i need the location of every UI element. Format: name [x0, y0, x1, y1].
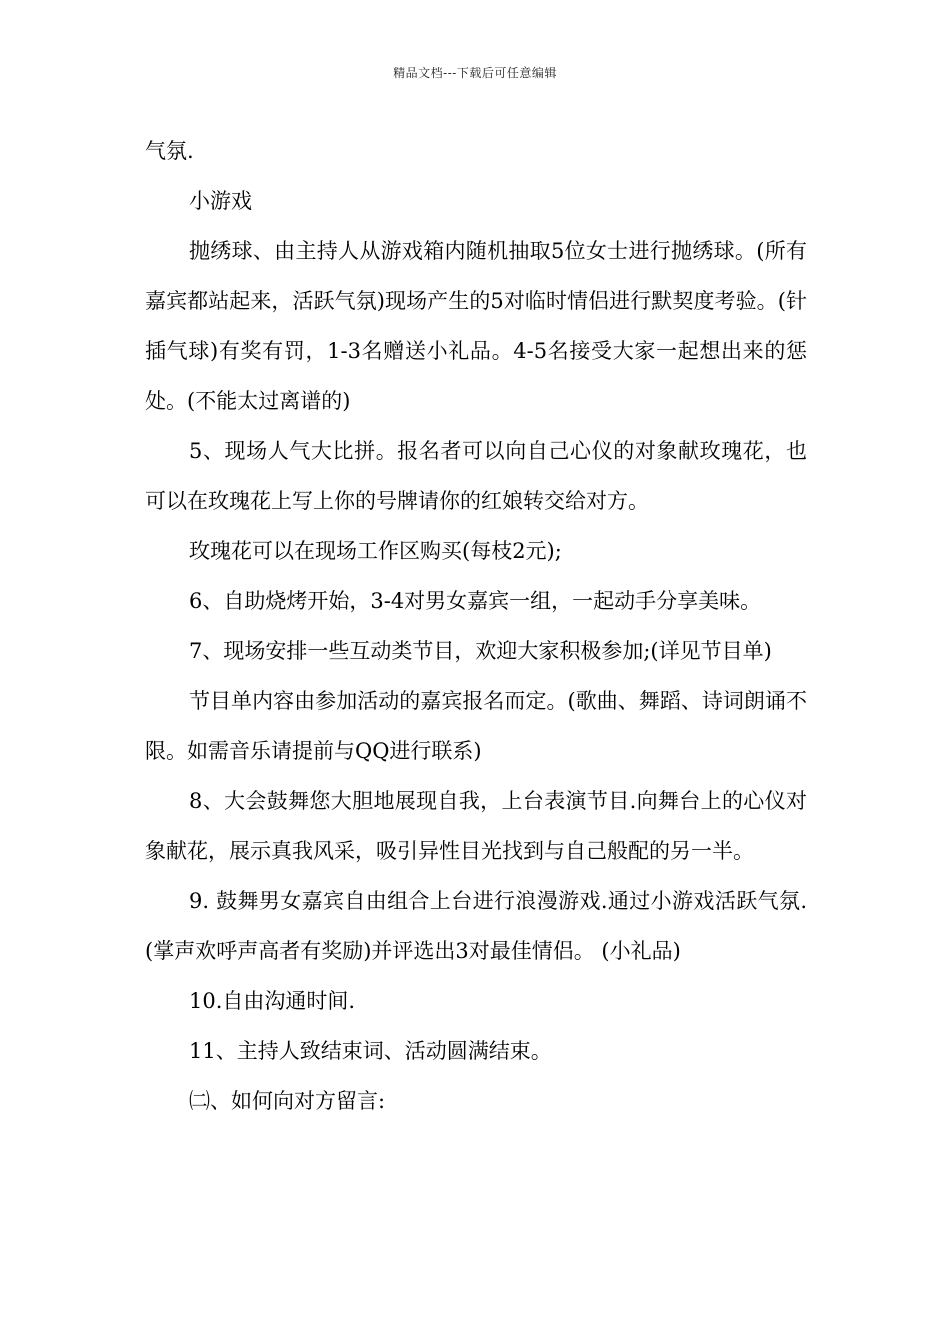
paragraph-item-11: 11、主持人致结束词、活动圆满结束。 — [189, 1039, 552, 1063]
page-header: 精品文档---下载后可任意编辑 — [393, 66, 557, 80]
paragraph-item-7: 7、现场安排一些互动类节目，欢迎大家积极参加;(详见节目单) — [189, 639, 772, 663]
paragraph-throw-ball-game: 抛绣球、由主持人从游戏箱内随机抽取5位女士进行抛绣球。(所有嘉宾都站起来，活跃气氛)现场产生的5对临时情侣进行默契度考验。(针插气球)有奖有罚，1-3名赠送小礼品。4-5名接受大家一起想出来的惩处。(不能太过离谱的) — [145, 239, 807, 413]
paragraph-item-8: 8、大会鼓舞您大胆地展现自我，上台表演节目.向舞台上的心仪对象献花，展示真我风采，吸引异性目光找到与自己般配的另一半。 — [145, 789, 807, 863]
paragraph-atmosphere: 气氛. — [145, 139, 194, 163]
paragraph-item-5: 5、现场人气大比拼。报名者可以向自己心仪的对象献玫瑰花，也可以在玫瑰花上写上你的号牌请你的红娘转交给对方。 — [145, 439, 807, 513]
paragraph-item-9: 9. 鼓舞男女嘉宾自由组合上台进行浪漫游戏.通过小游戏活跃气氛.(掌声欢呼声高者有奖励)并评选出3对最佳情侣。 (小礼品) — [145, 889, 807, 963]
paragraph-mini-game-heading: 小游戏 — [189, 189, 252, 213]
paragraph-section-2-heading: ㈡、如何向对方留言: — [189, 1089, 386, 1113]
document-body — [145, 126, 807, 1126]
paragraph-rose-purchase: 玫瑰花可以在现场工作区购买(每枝2元); — [189, 539, 562, 563]
paragraph-program-list: 节目单内容由参加活动的嘉宾报名而定。(歌曲、舞蹈、诗词朗诵不限。如需音乐请提前与QQ进行联系) — [145, 689, 807, 763]
paragraph-item-10: 10.自由沟通时间. — [189, 989, 356, 1013]
paragraph-item-6: 6、自助烧烤开始，3-4对男女嘉宾一组，一起动手分享美味。 — [189, 589, 762, 613]
